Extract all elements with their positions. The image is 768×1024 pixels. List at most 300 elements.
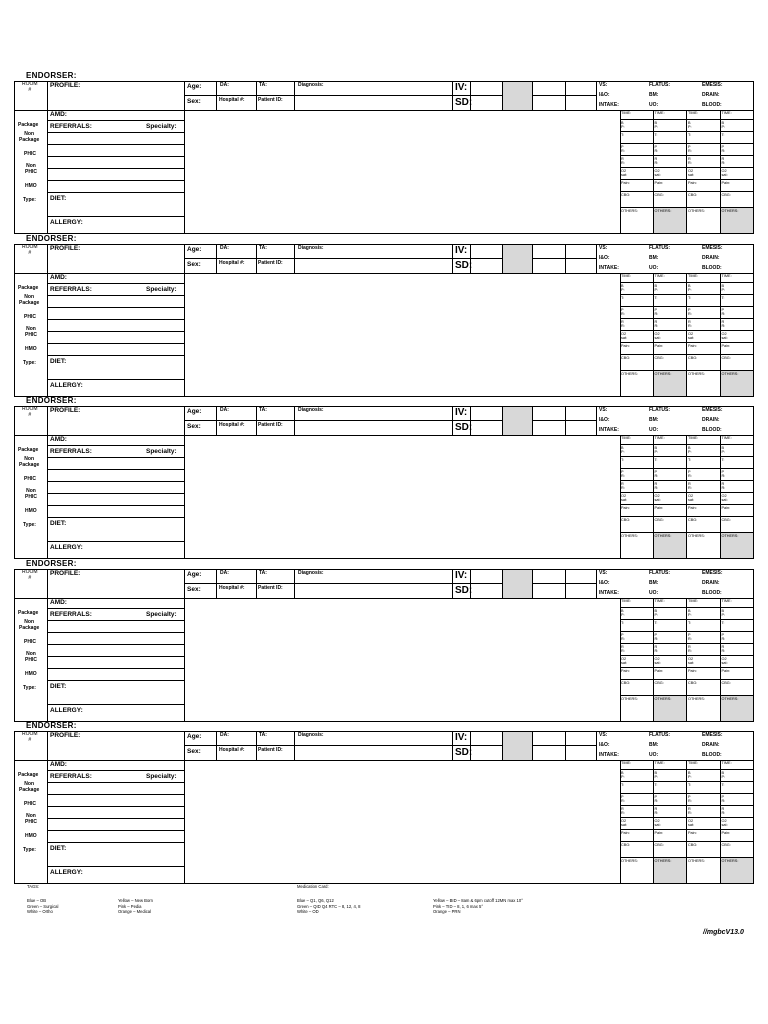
diet-label: DIET: [50, 195, 67, 202]
vitals-row-label: B P: [654, 121, 659, 129]
vitals-cell [654, 208, 688, 234]
profile-label: PROFILE: [50, 407, 81, 414]
vitals-row-label: P R: [688, 308, 692, 316]
vitals-cell [687, 608, 721, 620]
vitals-cell [620, 858, 654, 884]
vitals-cell [620, 469, 654, 481]
vitals-row-label: R R: [654, 807, 659, 815]
vitals-row-label: P R: [621, 633, 625, 641]
package-label: Package [18, 772, 39, 778]
vitals-cell [721, 644, 755, 656]
vitals-cell [687, 457, 721, 469]
vitals-row-label: T: [654, 621, 658, 625]
vitals-row-label: R R: [721, 645, 726, 653]
vitals-cell [620, 680, 654, 696]
vitals-cell [687, 192, 721, 208]
vitals-cell [654, 156, 688, 168]
vitals-row-label: B P: [688, 446, 692, 454]
vitals-row-label: P R: [621, 308, 625, 316]
vitals-row-label: R R: [654, 482, 659, 490]
vitals-cell [687, 208, 721, 234]
ta-label: TA: [259, 732, 267, 738]
vitals-row-label: B P: [621, 609, 625, 617]
hospital-number-label: Hospital #: [219, 747, 245, 753]
vitals-cell [620, 208, 654, 234]
vitals-cell [721, 295, 755, 307]
vitals-cell [620, 696, 654, 722]
vitals-row-label: Pain: [654, 831, 664, 835]
vitals-row-label: CBG: [621, 843, 631, 847]
vitals-cell [654, 806, 688, 818]
iv-gray-cell [503, 245, 533, 273]
vitals-cell [654, 818, 688, 830]
vitals-cell [654, 533, 688, 559]
patient-endorsement-block [14, 560, 754, 722]
vitals-row-label: R R: [688, 320, 692, 328]
vitals-row-label: Pain: [688, 669, 697, 673]
vitals-cell [687, 481, 721, 493]
vitals-cell [721, 620, 755, 632]
vitals-cell [620, 668, 654, 680]
vitals-cell [687, 319, 721, 331]
vitals-cell [654, 273, 688, 283]
vitals-row-label: Pain: [721, 669, 731, 673]
iv-label: IV: [455, 82, 468, 93]
iv-gray-cell [503, 732, 533, 760]
diet-label: DIET: [50, 520, 67, 527]
vitals-row-label: OTHERS: [621, 697, 638, 701]
vitals-row-label: TIME: [621, 599, 632, 603]
vitals-cell [620, 168, 654, 180]
vitals-row-label: T: [621, 783, 624, 787]
da-label: DA: [220, 407, 229, 413]
uo-label: UO: [649, 752, 659, 758]
version-label: //mgbcV13.0 [703, 929, 744, 936]
package-label: Package [18, 285, 39, 291]
vitals-cell [687, 343, 721, 355]
vitals-row-label: R R: [688, 157, 692, 165]
sex-label: Sex: [187, 98, 201, 105]
bm-label: BM: [649, 417, 659, 423]
diagnosis-label: Diagnosis: [298, 732, 324, 738]
type-label: Type: [23, 685, 36, 691]
vitals-row-label: CBG: [654, 193, 664, 197]
vitals-cell [687, 331, 721, 343]
vitals-row-label: T: [721, 621, 725, 625]
vitals-row-label: R R: [721, 320, 726, 328]
vitals-row-label: O2 sat: [654, 169, 661, 177]
vitals-cell [620, 608, 654, 620]
phic-label: PHIC [24, 639, 36, 645]
allergy-label: ALLERGY: [50, 382, 83, 389]
vitals-cell [687, 168, 721, 180]
vitals-row-label: Pain: [654, 344, 664, 348]
non-phic-label: Non PHIC [25, 813, 37, 825]
vitals-row-label: TIME: [721, 761, 732, 765]
vitals-cell [687, 806, 721, 818]
vitals-row-label: T: [688, 458, 691, 462]
vitals-cell [687, 144, 721, 156]
vitals-cell [620, 598, 654, 608]
emesis-label: EMESIS: [702, 732, 723, 738]
vitals-cell [620, 445, 654, 457]
vitals-row-label: O2 sat: [688, 494, 695, 502]
vitals-cell [687, 493, 721, 505]
vitals-cell [721, 680, 755, 696]
io-label: I&O: [599, 742, 610, 748]
vitals-cell [687, 505, 721, 517]
endorser-label: ENDORSER: [26, 71, 77, 80]
vitals-cell [687, 445, 721, 457]
vitals-row-label: OTHERS: [688, 697, 705, 701]
iv-gray-cell [503, 570, 533, 598]
vitals-row-label: R R: [688, 482, 692, 490]
vitals-cell [721, 608, 755, 620]
phic-label: PHIC [24, 476, 36, 482]
specialty-label: Specialty: [146, 611, 177, 618]
vitals-cell [687, 818, 721, 830]
vitals-cell [721, 517, 755, 533]
vitals-cell [687, 668, 721, 680]
specialty-label: Specialty: [146, 773, 177, 780]
age-label: Age: [187, 733, 202, 740]
vitals-row-label: T: [621, 621, 624, 625]
vitals-row-label: P R: [621, 145, 625, 153]
age-label: Age: [187, 408, 202, 415]
vitals-cell [654, 343, 688, 355]
amd-label: AMD: [50, 274, 67, 281]
vitals-row-label: Pain: [688, 344, 697, 348]
vitals-row-label: TIME: [654, 436, 665, 440]
vitals-row-label: Pain: [721, 506, 731, 510]
vitals-cell [654, 620, 688, 632]
vitals-row-label: Pain: [721, 344, 731, 348]
vitals-grid [620, 110, 754, 234]
profile-label: PROFILE: [50, 570, 81, 577]
vitals-row-label: O2 sat: [621, 819, 628, 827]
room-number-label: ROOM # [22, 569, 38, 581]
vitals-row-label: OTHERS: [654, 859, 672, 863]
vitals-cell [687, 858, 721, 884]
vitals-cell [721, 656, 755, 668]
tags-title: TAGS: [27, 884, 40, 889]
da-label: DA: [220, 732, 229, 738]
vitals-cell [654, 319, 688, 331]
iv-label: IV: [455, 732, 468, 743]
vitals-row-label: R R: [621, 807, 625, 815]
da-label: DA: [220, 82, 229, 88]
room-number-label: ROOM # [22, 731, 38, 743]
vitals-row-label: P R: [688, 145, 692, 153]
vitals-cell [654, 192, 688, 208]
bm-label: BM: [649, 92, 659, 98]
vitals-cell [721, 632, 755, 644]
vitals-row-label: B P: [654, 284, 659, 292]
vitals-cell [654, 644, 688, 656]
vitals-cell [687, 517, 721, 533]
vitals-cell [687, 782, 721, 794]
type-label: Type: [23, 197, 36, 203]
vitals-row-label: R R: [721, 807, 726, 815]
vitals-row-label: B P: [621, 121, 625, 129]
iv-label: IV: [455, 245, 468, 256]
vitals-row-label: P R: [721, 470, 726, 478]
vitals-row-label: B P: [721, 121, 726, 129]
vitals-cell [721, 782, 755, 794]
vitals-row-label: B P: [688, 771, 692, 779]
io-label: I&O: [599, 92, 610, 98]
drain-label: DRAIN: [702, 255, 720, 261]
io-label: I&O: [599, 580, 610, 586]
vitals-cell [654, 132, 688, 144]
vitals-cell [620, 307, 654, 319]
vitals-cell [620, 517, 654, 533]
vitals-row-label: TIME: [654, 274, 665, 278]
vitals-cell [620, 273, 654, 283]
profile-label: PROFILE: [50, 732, 81, 739]
non-phic-label: Non PHIC [25, 651, 37, 663]
vitals-cell [687, 469, 721, 481]
vitals-row-label: OTHERS: [721, 372, 739, 376]
vitals-row-label: T: [688, 783, 691, 787]
patient-endorsement-block [14, 397, 754, 559]
drain-label: DRAIN: [702, 742, 720, 748]
vitals-row-label: OTHERS: [621, 372, 638, 376]
vitals-cell [620, 319, 654, 331]
vitals-row-label: P R: [688, 470, 692, 478]
vitals-cell [654, 696, 688, 722]
hmo-label: HMO [25, 508, 37, 514]
vitals-cell [687, 770, 721, 782]
vitals-cell [654, 168, 688, 180]
vitals-cell [654, 144, 688, 156]
vitals-row-label: CBG: [688, 518, 698, 522]
bm-label: BM: [649, 255, 659, 261]
type-label: Type: [23, 847, 36, 853]
vitals-row-label: B P: [621, 446, 625, 454]
vitals-row-label: CBG: [688, 193, 698, 197]
vitals-cell [687, 656, 721, 668]
vitals-row-label: O2 sat: [688, 819, 695, 827]
intake-label: INTAKE: [599, 102, 619, 108]
vitals-cell [620, 505, 654, 517]
vitals-cell [721, 331, 755, 343]
vitals-cell [721, 168, 755, 180]
vitals-row-label: T: [721, 458, 725, 462]
vitals-cell [654, 598, 688, 608]
iv-label: IV: [455, 570, 468, 581]
vitals-cell [620, 180, 654, 192]
vitals-cell [654, 858, 688, 884]
vitals-cell [620, 493, 654, 505]
vitals-row-label: Pain: [688, 506, 697, 510]
vitals-cell [654, 435, 688, 445]
vitals-row-label: CBG: [621, 356, 631, 360]
vitals-row-label: O2 sat: [721, 657, 728, 665]
vitals-row-label: OTHERS: [688, 372, 705, 376]
vitals-row-label: OTHERS: [621, 209, 638, 213]
vs-label: VS: [599, 245, 608, 251]
uo-label: UO: [649, 427, 659, 433]
vitals-row-label: TIME: [688, 111, 699, 115]
vitals-cell [687, 307, 721, 319]
diet-label: DIET: [50, 683, 67, 690]
vitals-cell [654, 794, 688, 806]
vitals-row-label: CBG: [721, 356, 731, 360]
sd-label: SD: [455, 422, 473, 433]
vitals-cell [687, 598, 721, 608]
age-label: Age: [187, 246, 202, 253]
vitals-row-label: Pain: [621, 831, 630, 835]
da-label: DA: [220, 245, 229, 251]
drain-label: DRAIN: [702, 417, 720, 423]
vitals-row-label: R R: [621, 320, 625, 328]
vitals-cell [721, 192, 755, 208]
vitals-row-label: T: [654, 458, 658, 462]
vitals-row-label: R R: [721, 157, 726, 165]
blood-label: BLOOD: [702, 102, 722, 108]
vitals-row-label: OTHERS: [654, 534, 672, 538]
package-label: Package [18, 447, 39, 453]
vitals-cell [654, 445, 688, 457]
vitals-row-label: TIME: [688, 599, 699, 603]
flatus-label: FLATUS: [649, 245, 671, 251]
vitals-cell [721, 858, 755, 884]
vitals-row-label: TIME: [721, 436, 732, 440]
endorser-label: ENDORSER: [26, 234, 77, 243]
vitals-cell [654, 680, 688, 696]
vitals-cell [687, 120, 721, 132]
vitals-row-label: O2 sat: [721, 332, 728, 340]
io-label: I&O: [599, 417, 610, 423]
hmo-label: HMO [25, 346, 37, 352]
diet-label: DIET: [50, 358, 67, 365]
vitals-row-label: O2 sat: [654, 819, 661, 827]
vitals-row-label: TIME: [654, 761, 665, 765]
vitals-cell [721, 110, 755, 120]
vitals-row-label: R R: [654, 320, 659, 328]
non-package-label: Non Package [19, 619, 40, 631]
vitals-cell [721, 343, 755, 355]
referrals-label: REFERRALS: [50, 123, 92, 130]
vitals-cell [620, 331, 654, 343]
vitals-row-label: TIME: [654, 111, 665, 115]
medication-card-title: Medication Card: [297, 884, 329, 889]
vitals-row-label: Pain: [721, 831, 731, 835]
vitals-cell [721, 598, 755, 608]
vitals-row-label: P R: [621, 470, 625, 478]
medication-legend-col2: Yellow – BID – 8am & 6pm cutoff 12MN max 10° Pink – TID – 8, 1, 6 max 5° Orange – PRN [433, 898, 523, 915]
vitals-cell [687, 620, 721, 632]
vitals-cell [654, 656, 688, 668]
vitals-row-label: O2 sat: [688, 169, 695, 177]
vitals-cell [721, 806, 755, 818]
vitals-cell [721, 668, 755, 680]
iv-gray-cell [503, 82, 533, 110]
vitals-cell [721, 435, 755, 445]
sex-label: Sex: [187, 261, 201, 268]
vitals-row-label: Pain: [654, 181, 664, 185]
uo-label: UO: [649, 265, 659, 271]
vitals-row-label: CBG: [721, 843, 731, 847]
package-label: Package [18, 610, 39, 616]
profile-label: PROFILE: [50, 82, 81, 89]
vitals-row-label: TIME: [621, 111, 632, 115]
amd-label: AMD: [50, 599, 67, 606]
vitals-row-label: R R: [621, 645, 625, 653]
vitals-row-label: B P: [654, 446, 659, 454]
vitals-row-label: Pain: [621, 669, 630, 673]
vitals-row-label: P R: [721, 795, 726, 803]
amd-label: AMD: [50, 111, 67, 118]
sd-label: SD: [455, 585, 473, 596]
vitals-row-label: TIME: [621, 274, 632, 278]
hospital-number-label: Hospital #: [219, 422, 245, 428]
vitals-cell [654, 782, 688, 794]
uo-label: UO: [649, 102, 659, 108]
hospital-number-label: Hospital #: [219, 97, 245, 103]
vs-label: VS: [599, 570, 608, 576]
vitals-row-label: R R: [688, 807, 692, 815]
vitals-cell [721, 481, 755, 493]
vitals-cell [620, 806, 654, 818]
vitals-row-label: OTHERS: [688, 859, 705, 863]
vitals-row-label: B P: [721, 446, 726, 454]
vitals-row-label: OTHERS: [721, 209, 739, 213]
room-number-label: ROOM # [22, 244, 38, 256]
vitals-row-label: TIME: [688, 274, 699, 278]
blood-label: BLOOD: [702, 752, 722, 758]
vitals-cell [620, 782, 654, 794]
vitals-cell [687, 295, 721, 307]
vitals-row-label: B P: [621, 284, 625, 292]
vitals-row-label: OTHERS: [688, 534, 705, 538]
vitals-cell [687, 273, 721, 283]
vitals-cell [654, 307, 688, 319]
vitals-row-label: B P: [688, 609, 692, 617]
vitals-row-label: CBG: [621, 518, 631, 522]
vitals-row-label: Pain: [621, 506, 630, 510]
type-label: Type: [23, 360, 36, 366]
vitals-row-label: T: [721, 133, 725, 137]
intake-label: INTAKE: [599, 590, 619, 596]
vitals-row-label: B P: [721, 771, 726, 779]
vitals-row-label: OTHERS: [721, 697, 739, 701]
vitals-cell [654, 842, 688, 858]
vitals-row-label: TIME: [621, 761, 632, 765]
vitals-row-label: OTHERS: [654, 209, 672, 213]
vitals-row-label: Pain: [621, 181, 630, 185]
vitals-row-label: B P: [688, 121, 692, 129]
vitals-cell [620, 371, 654, 397]
vitals-row-label: TIME: [721, 111, 732, 115]
vitals-cell [654, 355, 688, 371]
vitals-grid [620, 598, 754, 722]
patient-id-label: Patient ID: [258, 97, 283, 103]
vitals-row-label: T: [688, 133, 691, 137]
io-label: I&O: [599, 255, 610, 261]
vitals-cell [721, 445, 755, 457]
vitals-cell [620, 144, 654, 156]
sd-label: SD: [455, 747, 473, 758]
allergy-label: ALLERGY: [50, 707, 83, 714]
vitals-cell [654, 110, 688, 120]
vitals-row-label: B P: [621, 771, 625, 779]
vitals-cell [721, 120, 755, 132]
vitals-row-label: O2 sat: [721, 819, 728, 827]
vitals-cell [721, 533, 755, 559]
vitals-cell [721, 371, 755, 397]
